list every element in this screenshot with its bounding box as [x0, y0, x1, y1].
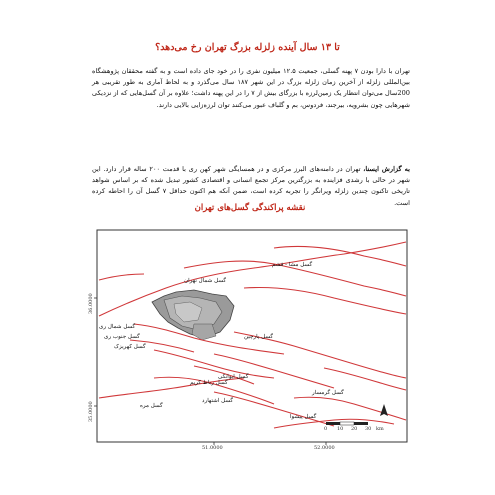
scale-tick-30: 30 [365, 426, 372, 432]
scale-tick-10: 10 [337, 426, 344, 432]
paragraph-1: تهران با دارا بودن ۷ پهنه گسلی، جمعیت ۱۲.۵ میلیون نفری را در خود جای داده است و به گفته محققان پژوهشگاه بین‌المللی زلزله از آخرین زمان زلزله بزرگ در این شهر ۱۸۷ سال می‌گذرد و به لحاظ آماری به طور تقریبی هر 200سال می‌توان انتظار یک زمین‌لرزه با بزرگای بیش از ۷ را در این پهنه داشت؛ علاوه بر آن گسل‌هایی که از نزدیکی شهرهایی چون بشرویه، بیرجند، فردوس، بم و گلباف عبور می‌کنند توان لرزه‌زایی بالایی دارند. [92, 67, 410, 109]
map-title: نقشه پراکندگی گسل‌های تهران [194, 203, 306, 213]
label-parchin: گسل پارچین [244, 334, 274, 340]
paragraph-2-lead: به گزارش ایسنا، [363, 165, 410, 173]
tehran-city-area [152, 290, 234, 340]
label-ashtehard: گسل اشتهارد [202, 398, 234, 404]
label-kahrizak: گسل کهریزک [114, 344, 146, 350]
label-marah: گسل مره [140, 403, 163, 409]
coord-y-top: 36.0000 [88, 293, 94, 314]
label-garmsar: گسل گرمسار [312, 390, 344, 396]
label-south-ray: گسل جنوب ری [104, 334, 140, 340]
coord-y-bottom: 35.0000 [88, 401, 94, 422]
label-pishva: گسل پیشوا [290, 414, 317, 420]
label-eyvanekey: گسل ایوانکی [218, 374, 249, 380]
label-robat-karim: گسل رباط کریم [190, 380, 228, 386]
fault-map-drawing [94, 228, 412, 455]
scale-tick-20: 20 [351, 426, 358, 432]
coord-x-right: 52.0000 [314, 445, 335, 451]
coord-x-left: 51.0000 [202, 445, 223, 451]
fault-west-top [99, 274, 144, 280]
paragraph-2-body: تهران در دامنه‌های البرز مرکزی و در همسایگی شهر کهن ری با قدمت ۲۰۰ ساله قرار دارد. این شهر در حالی با رشدی فزاینده به بزرگترین مرکز تجمع انسانی و اقتصادی کشور تبدیل شده که بر اساس شواهد تاریخی تاکنون چندین زلزله ویرانگر را تجربه کرده است، ضمن آنکه هم اکنون حداقل ۷ گسل آن را احاطه کرده است. [92, 165, 410, 207]
scale-tick-0: 0 [324, 426, 328, 432]
label-north-tehran: گسل شمال تهران [184, 278, 227, 284]
label-mosha: گسل مشا - فشم [272, 262, 313, 268]
fault-east [324, 368, 406, 390]
label-north-ray: گسل شمال ری [99, 324, 136, 330]
fault-north-tehran [99, 242, 406, 316]
scale-unit: km [376, 426, 384, 432]
fault-mosha-east [244, 287, 406, 314]
fault-map [88, 228, 412, 455]
page-title: تا ۱۳ سال آینده زلزله بزرگ تهران رخ می‌دهد؟ [155, 42, 340, 53]
